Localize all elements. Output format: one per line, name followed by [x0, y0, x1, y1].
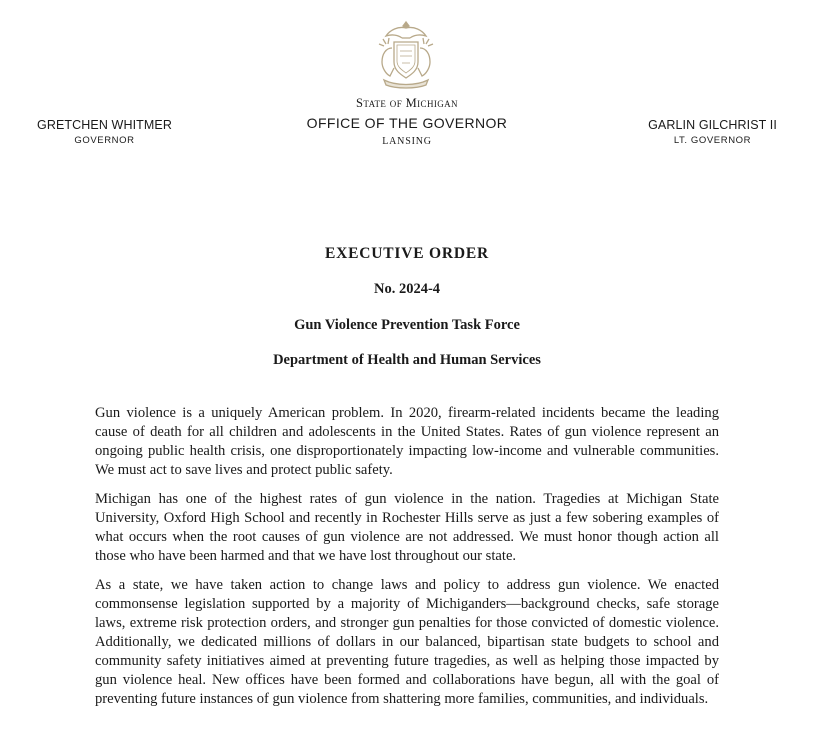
order-title: Gun Violence Prevention Task Force [294, 317, 520, 333]
paragraph-2: Michigan has one of the highest rates of gun violence in the nation. Tragedies at Michigan State University, Oxford High School and recently in Rochester Hills serve as just a few sobering examples of what occurs when the root causes of gun violence are not addressed. We must honor though action all those who have been harmed and that we have lost throughout our state. [95, 491, 719, 564]
lt-governor-title: LT. GOVERNOR [673, 135, 752, 146]
office-name: OFFICE OF THE GOVERNOR [306, 115, 508, 131]
lt-governor-name: GARLIN GILCHRIST II [648, 118, 777, 132]
office-block [257, 96, 557, 147]
paragraph-3: As a state, we have taken action to change laws and policy to address gun violence. We enacted commonsense legislation supported by a majority of Michiganders—background checks, safe storage laws, extreme risk protection orders, and stronger gun penalties for those convicted of domestic violence. Additionally, we dedicated millions of dollars in our balanced, bipartisan state budgets to school and community safety initiatives aimed at preventing future tragedies, as well as helping those impacted by gun violence heal. New offices have been formed and collaborations have begun, all with the goal of preventing future instances of gun violence from shattering more families, communities, and individuals. [95, 577, 719, 707]
order-department: Department of Health and Human Services [273, 352, 541, 368]
order-number: No. 2024-4 [373, 281, 441, 297]
michigan-state-seal-icon [372, 18, 440, 90]
lt-governor-block [630, 118, 795, 146]
order-body [95, 404, 719, 719]
governor-block [22, 118, 187, 146]
city-name: LANSING [382, 136, 432, 147]
paragraph-1: Gun violence is a uniquely American problem. In 2020, firearm-related incidents became the leading cause of death for all children and adolescents in the United States. Rates of gun violence represent an ongoing public health crisis, one disproportionately impacting low-income and vulnerable communities. We must act to save lives and protect public safety. [95, 405, 719, 478]
executive-order-heading: EXECUTIVE ORDER [324, 245, 489, 262]
governor-name: GRETCHEN WHITMER [37, 118, 172, 132]
governor-title: GOVERNOR [74, 135, 135, 146]
state-name: State of Michigan [356, 96, 458, 110]
